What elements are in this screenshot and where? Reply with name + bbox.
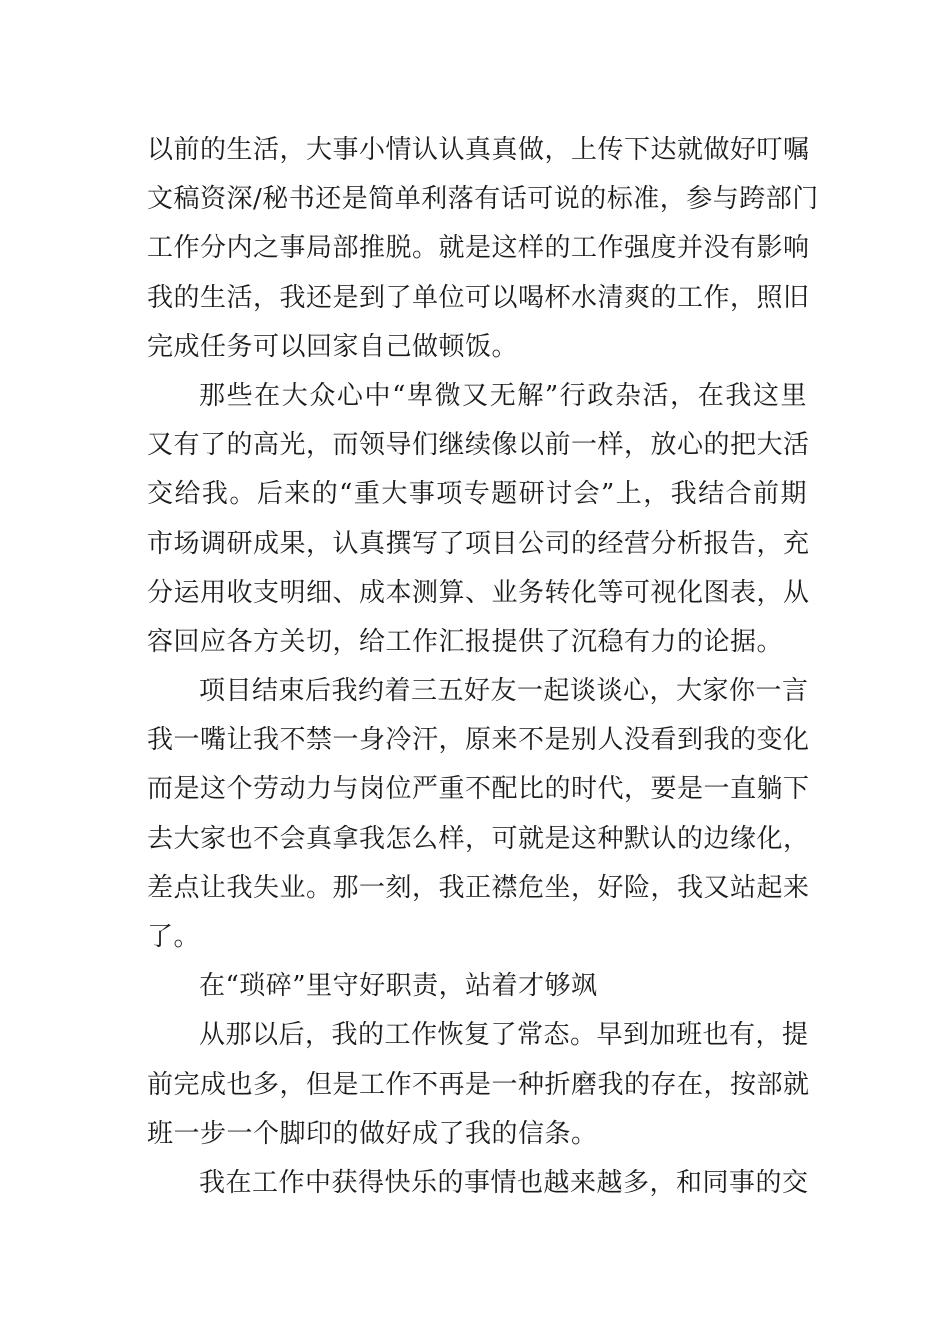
text-line: 班一步一个脚印的做好成了我的信条。 [147, 1118, 598, 1149]
text-line: 以前的生活，大事小情认认真真做，上传下达就做好叮嘱 [147, 135, 810, 165]
text-line: 我的生活，我还是到了单位可以喝杯水清爽的工作，照旧 [147, 282, 810, 313]
text-line: 去大家也不会真拿我怎么样，可就是这种默认的边缘化， [147, 823, 810, 854]
text-line: 市场调研成果，认真撰写了项目公司的经营分析报告，充 [147, 528, 810, 559]
text-line: 容回应各方关切，给工作汇报提供了沉稳有力的论据。 [147, 626, 784, 657]
paragraph-first-line: 从那以后，我的工作恢复了常态。早到加班也有，提 [199, 1020, 809, 1051]
text-line: 分运用收支明细、成本测算、业务转化等可视化图表，从 [147, 577, 810, 608]
paragraph-first-line: 项目结束后我约着三五好友一起谈谈心，大家你一言 [199, 676, 809, 707]
text-line: 又有了的高光，而领导们继续像以前一样，放心的把大活 [147, 430, 810, 461]
text-line: 差点让我失业。那一刻，我正襟危坐，好险，我又站起来 [147, 872, 810, 903]
text-line: 前完成也多，但是工作不再是一种折磨我的存在，按部就 [147, 1069, 810, 1100]
text-line: 交给我。后来的“重大事项专题研讨会”上，我结合前期 [147, 479, 807, 510]
paragraph-first-line: 那些在大众心中“卑微又无解”行政杂活，在我这里 [199, 380, 807, 411]
text-line: 文稿资深/秘书还是简单利落有话可说的标准，参与跨部门 [147, 184, 819, 215]
text-line: 了。 [147, 922, 201, 952]
document-body [147, 126, 819, 1208]
text-line: 完成任务可以回家自己做顿饭。 [147, 331, 519, 362]
text-line: 工作分内之事局部推脱。就是这样的工作强度并没有影响 [147, 233, 810, 264]
section-heading: 在“琐碎”里守好职责，站着才够飒 [199, 971, 598, 1002]
paragraph-first-line: 我在工作中获得快乐的事情也越来越多，和同事的交 [199, 1167, 809, 1198]
text-line: 而是这个劳动力与岗位严重不配比的时代，要是一直躺下 [147, 774, 810, 805]
text-line: 我一嘴让我不禁一身冷汗，原来不是别人没看到我的变化 [147, 725, 810, 756]
